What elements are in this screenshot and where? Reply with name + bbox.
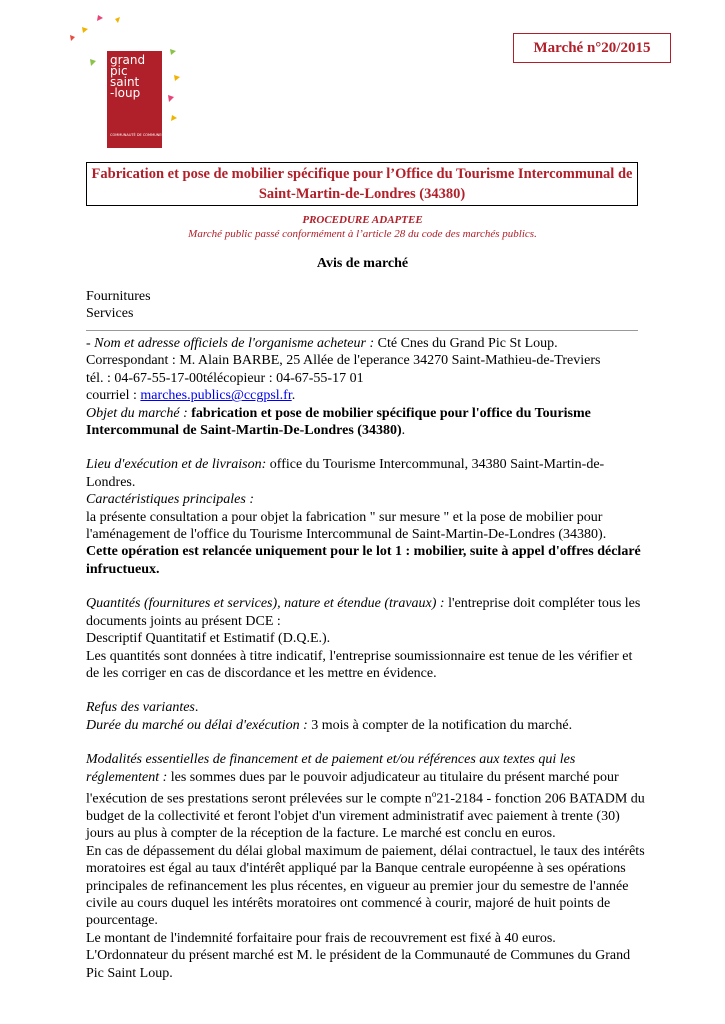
- duree-line: [86, 717, 646, 734]
- variantes-end: .: [194, 700, 199, 716]
- marche-reference: Marché n°20/2015: [513, 33, 671, 63]
- logo-line: grand: [110, 53, 146, 67]
- variantes-label: Refus des variantes: [86, 700, 195, 716]
- caracteristiques-bold: Cette opération est relancée uniquement pour le lot 1 : mobilier, suite à appel d'offres déclaré infructueux.: [86, 544, 641, 577]
- duree-value: 3 mois à compter de la notification du marché.: [307, 717, 573, 733]
- avis-title: Avis de marché: [316, 256, 409, 271]
- title-line: Fabrication et pose de mobilier spécifique pour l’Office du Tourisme Intercommunal de: [91, 166, 633, 182]
- modalites-line: [86, 751, 646, 843]
- variantes-line: [86, 699, 646, 716]
- logo: [70, 15, 190, 140]
- spacer: [86, 734, 646, 751]
- courriel-line: [86, 387, 646, 404]
- spacer: [86, 682, 646, 699]
- modalites-p3: Le montant de l'indemnité forfaitaire pour frais de recouvrement est fixé à 40 euros.: [86, 930, 556, 946]
- spacer: [86, 439, 646, 456]
- telephone-line: tél. : 04-67-55-17-00télécopieur : 04-67-55-17 01: [86, 370, 364, 386]
- spacer: [86, 578, 646, 595]
- category-item: Fournitures: [86, 289, 151, 304]
- modalites-p4: L'Ordonnateur du présent marché est M. le président de la Communauté de Communes du Grand Pic Saint Loup.: [86, 948, 631, 981]
- modalites-value-b: 21-2184 - fonction 206 BATADM du budget de la collectivité et feront l'objet d'un virement administratif avec paiement à trente (30) jours au plus à compter de la réception de la facture. Le marché est conclu en euros.: [86, 791, 645, 842]
- duree-label: Durée du marché ou délai d'exécution :: [86, 717, 308, 733]
- procedure-title: PROCEDURE ADAPTEE: [302, 214, 423, 226]
- category-item: Services: [86, 306, 134, 322]
- title-line: Saint-Martin-de-Londres (34380): [258, 186, 466, 202]
- logo-line: -loup: [110, 86, 141, 100]
- organisme-line: [86, 335, 646, 352]
- objet-end: .: [401, 423, 406, 439]
- objet-value: fabrication et pose de mobilier spécifique pour l'office du Tourisme Intercommunal de Saint-Martin-De-Londres (34380): [86, 405, 591, 439]
- objet-label: Objet du marché :: [86, 405, 188, 421]
- lieu-label: Lieu d'exécution et de livraison:: [86, 457, 267, 473]
- courriel-end: .: [291, 388, 296, 404]
- divider: [86, 330, 638, 331]
- logo-subtitle: COMMUNAUTÉ DE COMMUNES: [110, 133, 164, 137]
- procedure-subtitle: Marché public passé conformément à l’article 28 du code des marchés publics.: [188, 228, 537, 240]
- logo-line: pic: [110, 64, 128, 78]
- objet-line: [86, 405, 646, 440]
- organisme-label: - Nom et adresse officiels de l'organisme acheteur :: [86, 336, 375, 351]
- correspondant-line: Correspondant : M. Alain BARBE, 25 Allée de l'eperance 34270 Saint-Mathieu-de-Treviers: [86, 353, 601, 369]
- modalites-p2: En cas de dépassement du délai global maximum de paiement, délai contractuel, le taux des intérêts moratoires est égal au taux d'intérêt appliqué par la Banque centrale européenne à ses opérations principales de refinancement les plus récentes, en vigueur au premier jour du semestre de l'année civile au cours duquel les intérêts moratoires ont commencé à courir, majoré de huit points de pourcentage.: [86, 843, 645, 929]
- organisme-value: Cté Cnes du Grand Pic St Loup.: [374, 336, 558, 351]
- quantites-line: [86, 595, 646, 630]
- quantites-line2: Descriptif Quantitatif et Estimatif (D.Q.E.).: [86, 631, 331, 647]
- categories: [86, 288, 646, 323]
- quantites-line3: Les quantités sont données à titre indicatif, l'entreprise soumissionnaire est tenue de les vérifier et de les corriger en cas de discordance et les mettre en évidence.: [86, 648, 633, 681]
- modalites-label: Modalités essentielles de financement et de paiement et/ou références aux textes qui les réglementent :: [86, 752, 576, 785]
- modalites-value-a: les sommes dues par le pouvoir adjudicateur au titulaire du présent marché pour l'exécution de ses prestations seront prélevées sur le compte n: [86, 769, 619, 807]
- quantites-value: l'entreprise doit compléter tous les documents joints au présent DCE :: [86, 596, 641, 629]
- modalites-sup: o: [431, 788, 437, 799]
- quantites-label: Quantités (fournitures et services), nature et étendue (travaux) :: [86, 596, 445, 612]
- logo-line: saint: [110, 75, 140, 89]
- courriel-label: courriel :: [86, 388, 141, 404]
- main-content: [86, 335, 646, 982]
- logo-text: [110, 55, 145, 99]
- caracteristiques-text: la présente consultation a pour objet la fabrication " sur mesure " et la pose de mobilier pour l'aménagement de l'office du Tourisme Intercommunal de Saint-Martin-De-Londres (34380).: [86, 509, 607, 543]
- caracteristiques-label: Caractéristiques principales :: [86, 492, 254, 508]
- courriel-link[interactable]: marches.publics@ccgpsl.fr: [140, 388, 292, 404]
- lieu-value: office du Tourisme Intercommunal, 34380 Saint-Martin-de-Londres.: [86, 457, 605, 490]
- lieu-line: [86, 456, 646, 491]
- document-title: [86, 162, 638, 206]
